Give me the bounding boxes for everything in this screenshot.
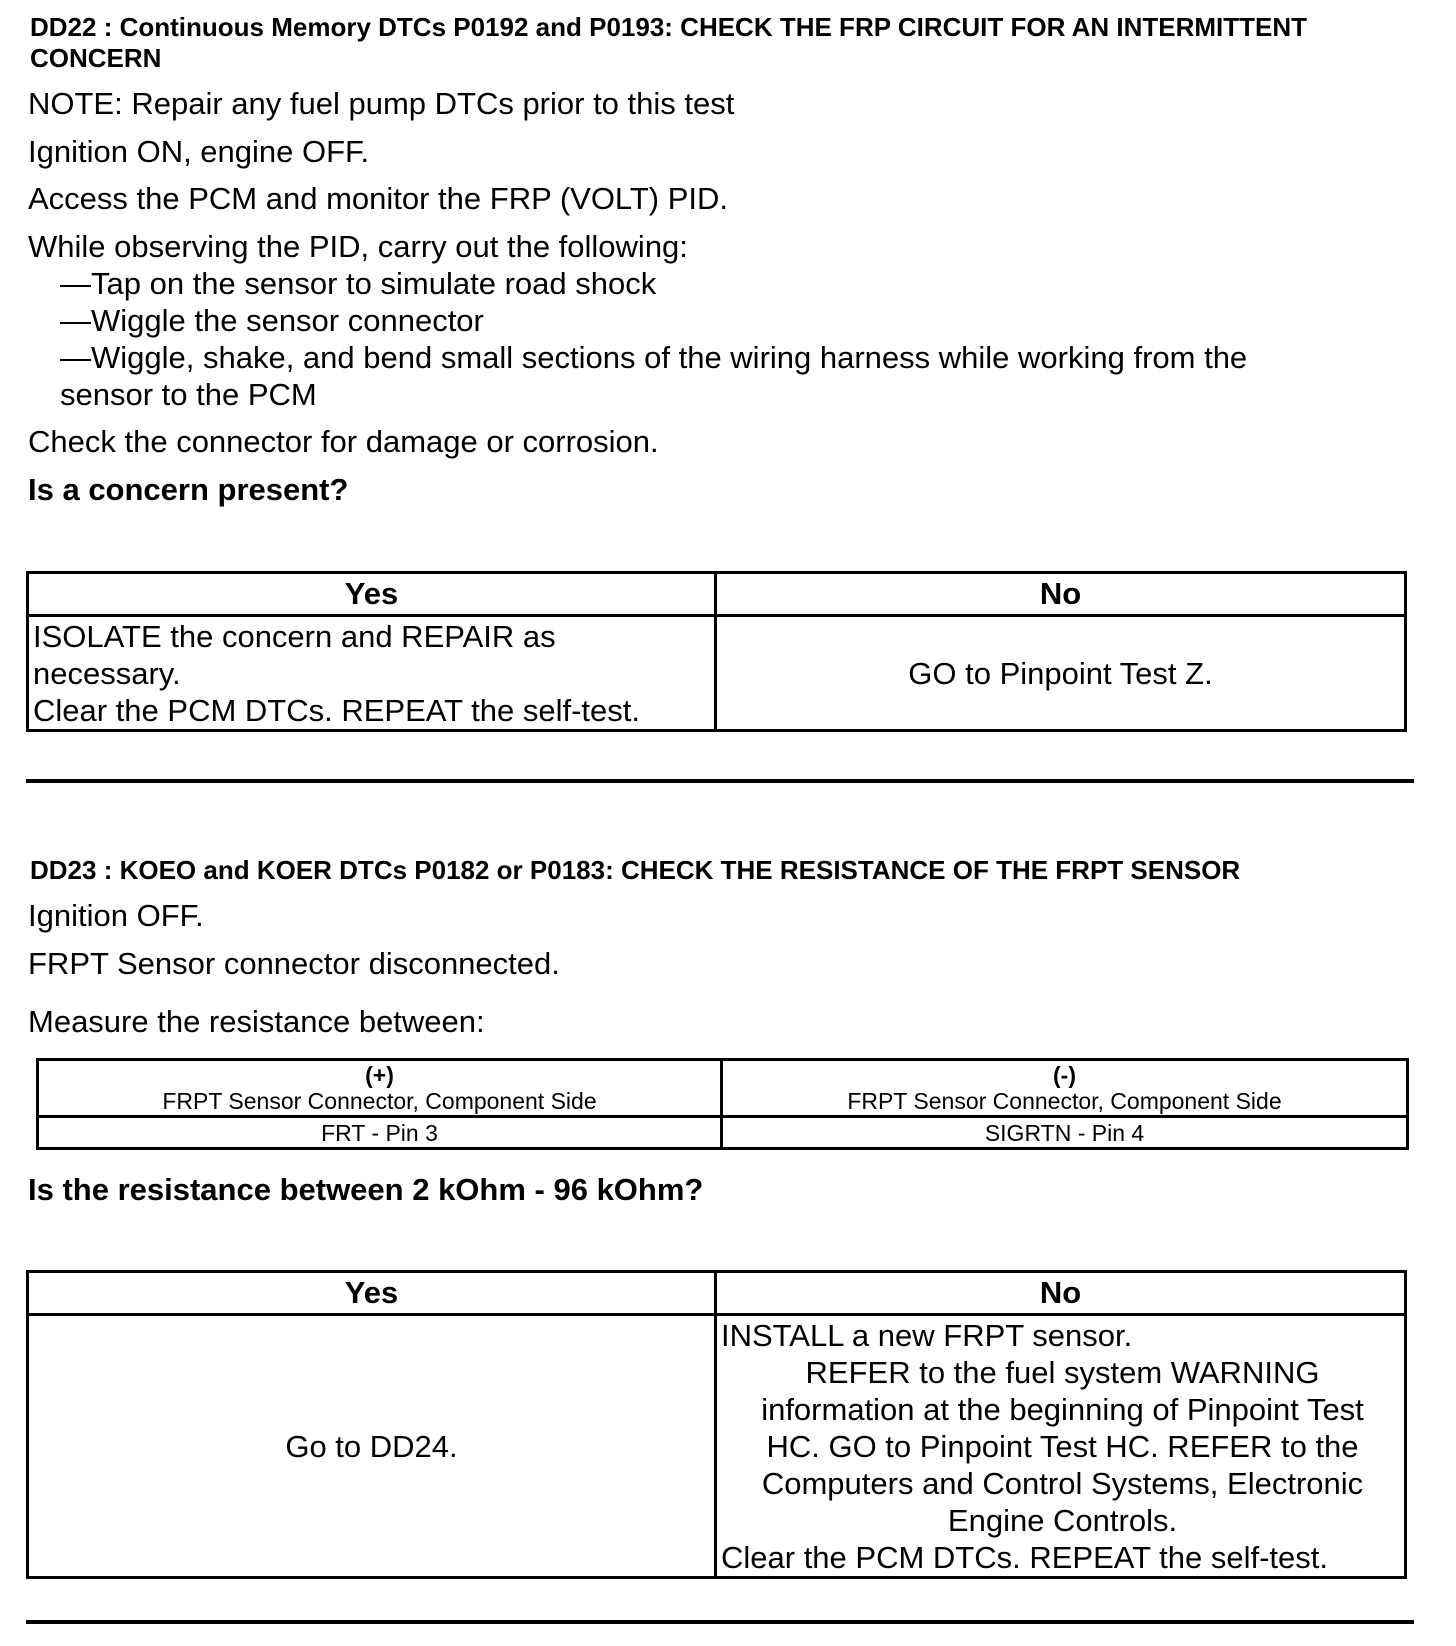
dd22-bullet-wiggle-connector: —Wiggle the sensor connector [60, 303, 484, 338]
dd23-yes-header: Yes [28, 1272, 716, 1315]
dd22-yes-action: ISOLATE the concern and REPAIR as necessary. Clear the PCM DTCs. REPEAT the self-test. [28, 616, 716, 731]
dd23-measurement-table [36, 1058, 1409, 1150]
dd22-step-check-connector: Check the connector for damage or corrosion. [28, 424, 659, 459]
dd23-decision-table [26, 1270, 1407, 1579]
dd23-negative-probe-header: (-) FRPT Sensor Connector, Component Side [722, 1060, 1408, 1117]
dd22-bullet-wiggle-harness: —Wiggle, shake, and bend small sections of the wiring harness while working from the [60, 340, 1248, 375]
dd23-yes-action: Go to DD24. [28, 1315, 716, 1578]
dd22-bullet-harness-cont: sensor to the PCM [60, 377, 317, 412]
dd22-note: NOTE: Repair any fuel pump DTCs prior to this test [28, 86, 735, 121]
dd23-step-disconnect: FRPT Sensor connector disconnected. [28, 946, 560, 981]
section-divider [26, 779, 1414, 783]
dd23-positive-pin: FRT - Pin 3 [38, 1117, 722, 1149]
dd22-decision-table [26, 571, 1407, 732]
dd23-heading: DD23 : KOEO and KOER DTCs P0182 or P0183: CHECK THE RESISTANCE OF THE FRPT SENSOR [30, 855, 1241, 885]
dd22-step-access-pcm: Access the PCM and monitor the FRP (VOLT) PID. [28, 181, 729, 216]
dd22-yes-header: Yes [28, 573, 716, 616]
dd23-no-action: INSTALL a new FRPT sensor. REFER to the fuel system WARNING information at the beginning of Pinpoint Test HC. GO to Pinpoint Test HC. REFER to the Computers and Control Systems, Electronic Engine Controls. Clear the PCM DTCs. REPEAT the self-test. [716, 1315, 1406, 1578]
dd22-no-action: GO to Pinpoint Test Z. [716, 616, 1406, 731]
dd23-no-header: No [716, 1272, 1406, 1315]
dd22-step-ignition: Ignition ON, engine OFF. [28, 134, 370, 169]
dd22-no-header: No [716, 573, 1406, 616]
dd22-heading-line1: DD22 : Continuous Memory DTCs P0192 and P0193: CHECK THE FRP CIRCUIT FOR AN INTERMITTENT [30, 12, 1308, 42]
dd22-heading-line2: CONCERN [30, 43, 162, 73]
dd22-step-observe: While observing the PID, carry out the following: [28, 229, 688, 264]
bottom-divider [26, 1620, 1414, 1624]
dd23-question: Is the resistance between 2 kOhm - 96 kOhm? [28, 1172, 704, 1207]
dd23-negative-pin: SIGRTN - Pin 4 [722, 1117, 1408, 1149]
dd22-question: Is a concern present? [28, 472, 349, 507]
dd23-step-measure: Measure the resistance between: [28, 1004, 485, 1039]
dd23-step-ignition: Ignition OFF. [28, 898, 204, 933]
dd23-positive-probe-header: (+) FRPT Sensor Connector, Component Side [38, 1060, 722, 1117]
dd22-bullet-tap: —Tap on the sensor to simulate road shock [60, 266, 657, 301]
